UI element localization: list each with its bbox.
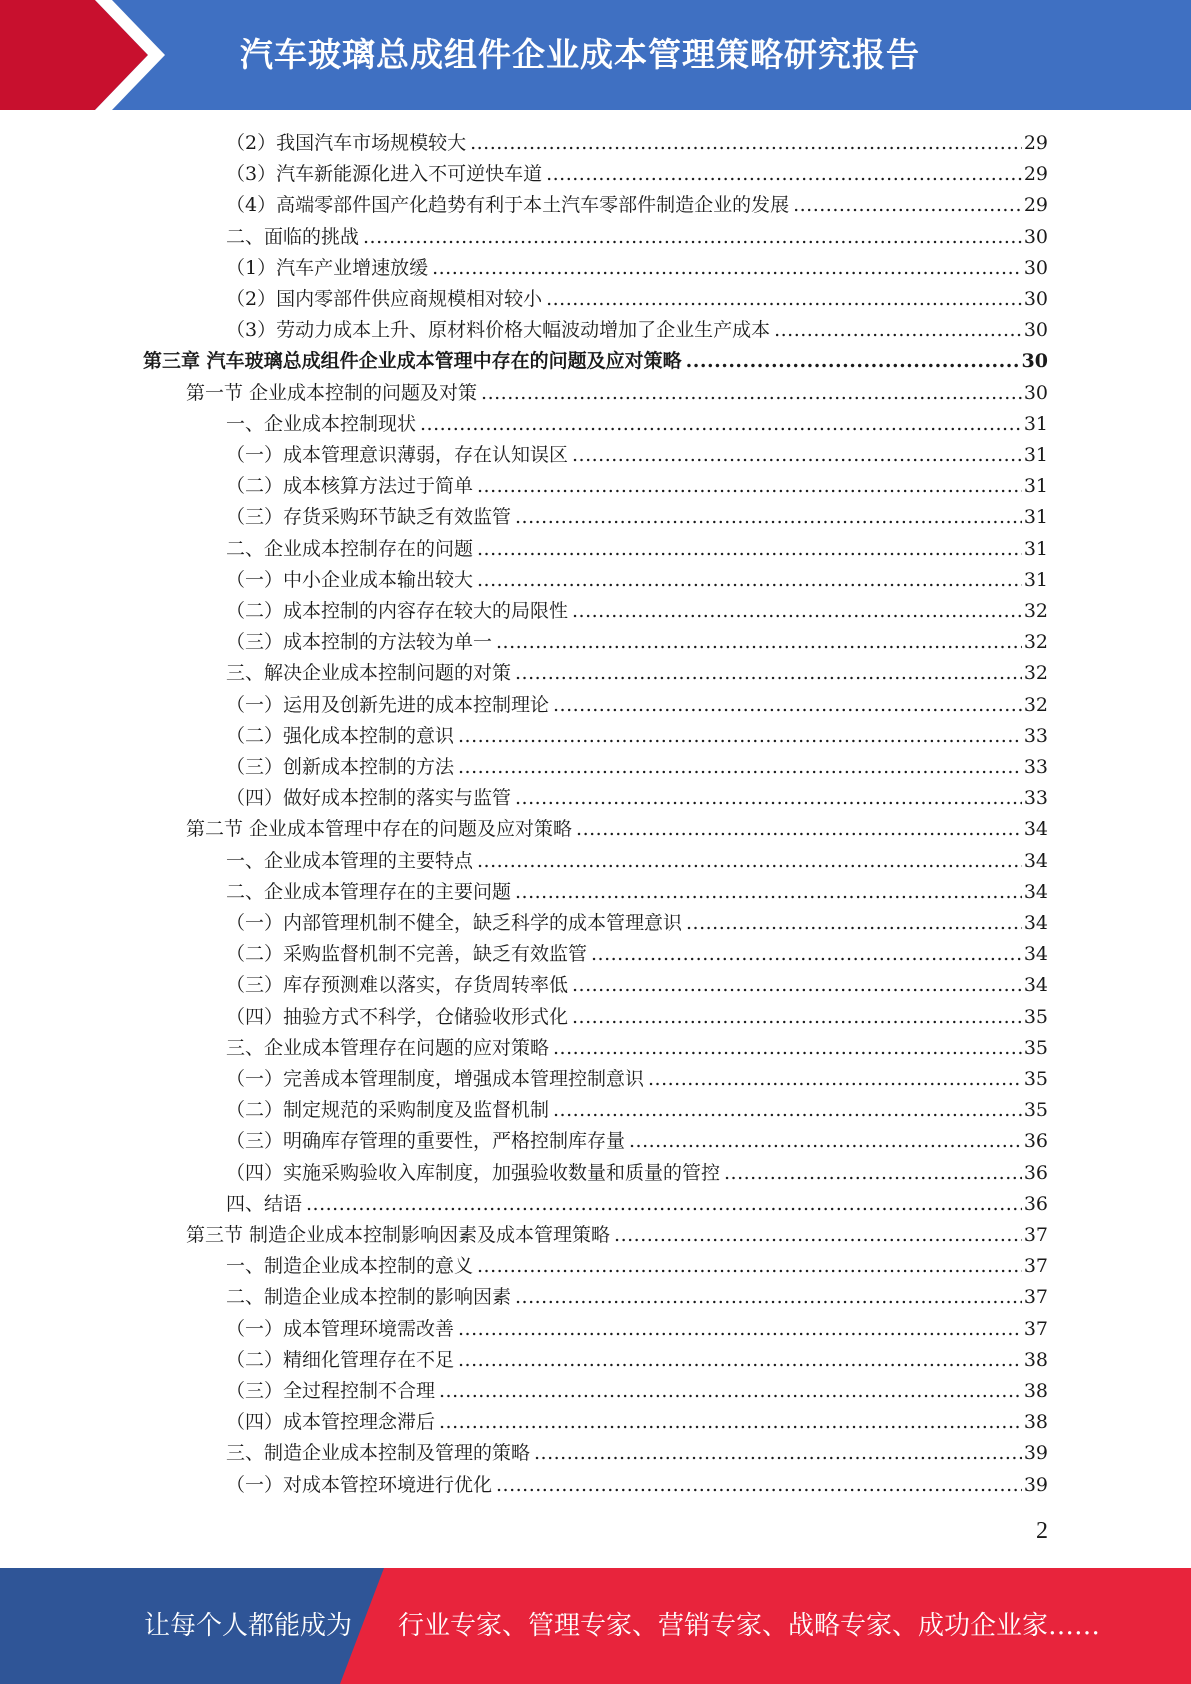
toc-entry-title: （三）存货采购环节缺乏有效监管 — [226, 506, 512, 528]
toc-entry-page: 31 — [1023, 506, 1048, 528]
toc-entry-page: 35 — [1023, 1068, 1048, 1090]
toc-entry-title: （一）运用及创新先进的成本控制理论 — [226, 694, 550, 716]
toc-dot-leader — [534, 1438, 1022, 1469]
toc-entry-page: 35 — [1023, 1006, 1048, 1028]
toc-entry[interactable] — [226, 128, 1048, 159]
toc-entry-page: 30 — [1023, 257, 1048, 279]
toc-entry-title: 第三章 汽车玻璃总成组件企业成本管理中存在的问题及应对策略 — [143, 350, 682, 372]
toc-entry-page: 36 — [1023, 1130, 1048, 1152]
toc-entry-title: 第三节 制造企业成本控制影响因素及成本管理策略 — [186, 1224, 611, 1246]
toc-entry[interactable] — [226, 939, 1048, 970]
toc-entry[interactable] — [226, 1158, 1048, 1189]
toc-entry[interactable] — [226, 1282, 1048, 1313]
toc-entry-title: （一）内部管理机制不健全，缺乏科学的成本管理意识 — [226, 912, 683, 934]
toc-entry[interactable] — [226, 471, 1048, 502]
footer-slogan-left: 让每个人都能成为 — [144, 1611, 353, 1641]
toc-entry-page: 33 — [1023, 725, 1048, 747]
toc-dot-leader — [458, 721, 1022, 752]
toc-entry-title: （三）库存预测难以落实，存货周转率低 — [226, 974, 569, 996]
toc-dot-leader — [546, 284, 1022, 315]
toc-dot-leader — [629, 1126, 1022, 1157]
toc-dot-leader — [576, 814, 1022, 845]
toc-dot-leader — [477, 565, 1022, 596]
toc-entry-page: 31 — [1023, 538, 1048, 560]
toc-dot-leader — [515, 783, 1022, 814]
toc-entry-title: （二）采购监督机制不完善，缺乏有效监管 — [226, 943, 588, 965]
toc-entry-title: 二、企业成本控制存在的问题 — [226, 538, 474, 560]
toc-entry-title: 二、面临的挑战 — [226, 226, 360, 248]
toc-entry-title: （二）精细化管理存在不足 — [226, 1349, 455, 1371]
toc-dot-leader — [515, 658, 1022, 689]
toc-entry-page: 38 — [1023, 1349, 1048, 1371]
toc-entry[interactable] — [226, 658, 1048, 689]
toc-dot-leader — [515, 877, 1022, 908]
toc-entry[interactable] — [226, 596, 1048, 627]
toc-dot-leader — [306, 1189, 1022, 1220]
toc-entry-title: 第一节 企业成本控制的问题及对策 — [186, 382, 478, 404]
toc-entry[interactable] — [226, 877, 1048, 908]
toc-dot-leader — [686, 908, 1022, 939]
toc-entry[interactable] — [226, 190, 1048, 221]
toc-entry-title: （三）全过程控制不合理 — [226, 1380, 436, 1402]
toc-entry[interactable] — [226, 1095, 1048, 1126]
toc-dot-leader — [572, 970, 1022, 1001]
toc-entry-title: 二、制造企业成本控制的影响因素 — [226, 1286, 512, 1308]
toc-entry-page: 36 — [1023, 1193, 1048, 1215]
toc-entry-page: 34 — [1023, 850, 1048, 872]
toc-entry[interactable] — [226, 1033, 1048, 1064]
toc-entry[interactable] — [143, 346, 1048, 377]
toc-entry-page: 34 — [1023, 943, 1048, 965]
toc-entry-page: 34 — [1023, 974, 1048, 996]
toc-entry-title: （一）对成本管控环境进行优化 — [226, 1474, 493, 1496]
toc-entry[interactable] — [226, 1376, 1048, 1407]
toc-dot-leader — [648, 1064, 1022, 1095]
toc-entry[interactable] — [226, 1314, 1048, 1345]
toc-dot-leader — [553, 1095, 1022, 1126]
toc-entry-title: 二、企业成本管理存在的主要问题 — [226, 881, 512, 903]
toc-entry-page: 31 — [1023, 569, 1048, 591]
toc-dot-leader — [546, 159, 1022, 190]
toc-dot-leader — [793, 190, 1022, 221]
toc-dot-leader — [420, 409, 1022, 440]
toc-dot-leader — [572, 440, 1022, 471]
toc-entry-title: （四）成本管控理念滞后 — [226, 1411, 436, 1433]
toc-entry-page: 33 — [1023, 756, 1048, 778]
toc-dot-leader — [572, 596, 1022, 627]
toc-entry-page: 32 — [1023, 694, 1048, 716]
toc-entry-title: 三、解决企业成本控制问题的对策 — [226, 662, 512, 684]
toc-entry-title: 第二节 企业成本管理中存在的问题及应对策略 — [186, 818, 573, 840]
toc-dot-leader — [477, 471, 1022, 502]
toc-entry-page: 31 — [1023, 444, 1048, 466]
toc-entry-page: 29 — [1023, 163, 1048, 185]
toc-dot-leader — [458, 752, 1022, 783]
toc-dot-leader — [572, 1002, 1022, 1033]
toc-entry-title: （四）实施采购验收入库制度，加强验收数量和质量的管控 — [226, 1162, 721, 1184]
toc-entry[interactable] — [226, 1407, 1048, 1438]
toc-entry[interactable] — [226, 409, 1048, 440]
toc-entry-title: （一）中小企业成本输出较大 — [226, 569, 474, 591]
toc-dot-leader — [553, 690, 1022, 721]
toc-dot-leader — [432, 253, 1022, 284]
toc-entry-title: （一）成本管理意识薄弱，存在认知误区 — [226, 444, 569, 466]
toc-entry-page: 36 — [1023, 1162, 1048, 1184]
toc-entry-page: 37 — [1023, 1286, 1048, 1308]
toc-entry[interactable] — [226, 440, 1048, 471]
toc-entry[interactable] — [226, 315, 1048, 346]
toc-entry-title: （3）劳动力成本上升、原材料价格大幅波动增加了企业生产成本 — [226, 319, 771, 341]
toc-entry[interactable] — [226, 159, 1048, 190]
toc-entry-page: 39 — [1023, 1474, 1048, 1496]
toc-entry[interactable] — [226, 534, 1048, 565]
toc-entry-page: 31 — [1023, 413, 1048, 435]
toc-dot-leader — [724, 1158, 1022, 1189]
toc-dot-leader — [363, 222, 1022, 253]
toc-entry[interactable] — [226, 1251, 1048, 1282]
toc-entry-page: 30 — [1023, 382, 1048, 404]
toc-entry-page: 38 — [1023, 1380, 1048, 1402]
toc-entry[interactable] — [226, 752, 1048, 783]
toc-entry-page: 34 — [1023, 818, 1048, 840]
toc-entry-title: （一）成本管理环境需改善 — [226, 1318, 455, 1340]
toc-entry-title: （三）成本控制的方法较为单一 — [226, 631, 493, 653]
toc-dot-leader — [496, 627, 1022, 658]
toc-entry[interactable] — [226, 908, 1048, 939]
toc-entry-title: （二）制定规范的采购制度及监督机制 — [226, 1099, 550, 1121]
toc-entry-title: （3）汽车新能源化进入不可逆快车道 — [226, 163, 543, 185]
toc-dot-leader — [458, 1345, 1022, 1376]
toc-entry-page: 34 — [1023, 912, 1048, 934]
toc-entry-page: 37 — [1023, 1318, 1048, 1340]
toc-entry-title: 一、制造企业成本控制的意义 — [226, 1255, 474, 1277]
toc-entry-title: 三、企业成本管理存在问题的应对策略 — [226, 1037, 550, 1059]
toc-entry-title: 一、企业成本控制现状 — [226, 413, 417, 435]
toc-dot-leader — [477, 1251, 1022, 1282]
toc-dot-leader — [481, 378, 1022, 409]
toc-dot-leader — [515, 502, 1022, 533]
toc-dot-leader — [458, 1314, 1022, 1345]
toc-entry-page: 31 — [1023, 475, 1048, 497]
toc-entry[interactable] — [186, 378, 1048, 409]
toc-entry-title: （四）抽验方式不科学，仓储验收形式化 — [226, 1006, 569, 1028]
toc-entry[interactable] — [186, 1220, 1048, 1251]
toc-entry-page: 37 — [1023, 1255, 1048, 1277]
toc-dot-leader — [553, 1033, 1022, 1064]
toc-entry-page: 32 — [1023, 631, 1048, 653]
toc-dot-leader — [515, 1282, 1022, 1313]
toc-entry-title: （2）国内零部件供应商规模相对较小 — [226, 288, 543, 310]
toc-dot-leader — [686, 346, 1020, 377]
toc-entry-page: 32 — [1023, 662, 1048, 684]
toc-entry-title: （三）创新成本控制的方法 — [226, 756, 455, 778]
toc-entry-page: 39 — [1023, 1442, 1048, 1464]
toc-entry[interactable] — [226, 1064, 1048, 1095]
toc-entry-title: （1）汽车产业增速放缓 — [226, 257, 429, 279]
toc-entry[interactable] — [226, 1345, 1048, 1376]
toc-entry[interactable] — [226, 783, 1048, 814]
toc-entry[interactable] — [226, 846, 1048, 877]
toc-entry-page: 30 — [1023, 226, 1048, 248]
toc-entry[interactable] — [226, 284, 1048, 315]
toc-entry-page: 37 — [1023, 1224, 1048, 1246]
toc-entry[interactable] — [226, 1470, 1048, 1501]
page-header — [0, 0, 1191, 110]
toc-entry-page: 29 — [1023, 132, 1048, 154]
toc-entry-title: 三、制造企业成本控制及管理的策略 — [226, 1442, 531, 1464]
document-title: 汽车玻璃总成组件企业成本管理策略研究报告 — [240, 35, 920, 74]
toc-entry[interactable] — [226, 970, 1048, 1001]
toc-entry-title: （四）做好成本控制的落实与监管 — [226, 787, 512, 809]
toc-entry-page: 30 — [1021, 350, 1048, 372]
toc-entry-title: （二）强化成本控制的意识 — [226, 725, 455, 747]
toc-entry-page: 35 — [1023, 1099, 1048, 1121]
toc-entry[interactable] — [226, 1438, 1048, 1469]
toc-entry[interactable] — [226, 690, 1048, 721]
toc-entry-title: （三）明确库存管理的重要性，严格控制库存量 — [226, 1130, 626, 1152]
toc-entry[interactable] — [226, 1189, 1048, 1220]
toc-entry[interactable] — [186, 814, 1048, 845]
toc-entry-title: （二）成本核算方法过于简单 — [226, 475, 474, 497]
toc-dot-leader — [591, 939, 1022, 970]
footer-slogan-right: 行业专家、管理专家、营销专家、战略专家、成功企业家…… — [398, 1611, 1101, 1641]
toc-dot-leader — [439, 1376, 1022, 1407]
toc-entry-page: 33 — [1023, 787, 1048, 809]
toc-entry-title: （2）我国汽车市场规模较大 — [226, 132, 467, 154]
toc-entry-title: （4）高端零部件国产化趋势有利于本土汽车零部件制造企业的发展 — [226, 194, 790, 216]
toc-dot-leader — [477, 534, 1022, 565]
toc-entry[interactable] — [226, 721, 1048, 752]
toc-entry-page: 30 — [1023, 319, 1048, 341]
toc-entry[interactable] — [226, 502, 1048, 533]
toc-entry[interactable] — [226, 222, 1048, 253]
toc-dot-leader — [774, 315, 1022, 346]
toc-entry-title: （二）成本控制的内容存在较大的局限性 — [226, 600, 569, 622]
page-number: 2 — [1036, 1518, 1048, 1544]
toc-entry[interactable] — [226, 627, 1048, 658]
toc-dot-leader — [477, 846, 1022, 877]
toc-entry[interactable] — [226, 1002, 1048, 1033]
toc-entry[interactable] — [226, 1126, 1048, 1157]
toc-entry-page: 38 — [1023, 1411, 1048, 1433]
page-footer — [0, 1568, 1191, 1684]
toc-dot-leader — [614, 1220, 1022, 1251]
toc-entry-title: 一、企业成本管理的主要特点 — [226, 850, 474, 872]
toc-dot-leader — [439, 1407, 1022, 1438]
toc-entry-page: 35 — [1023, 1037, 1048, 1059]
toc-entry[interactable] — [226, 565, 1048, 596]
toc-entry-page: 30 — [1023, 288, 1048, 310]
toc-entry-page: 29 — [1023, 194, 1048, 216]
toc-entry-page: 34 — [1023, 881, 1048, 903]
toc-dot-leader — [470, 128, 1022, 159]
toc-entry-title: 四、结语 — [226, 1193, 303, 1215]
toc-entry-page: 32 — [1023, 600, 1048, 622]
toc-entry[interactable] — [226, 253, 1048, 284]
toc-dot-leader — [496, 1470, 1022, 1501]
toc-entry-title: （一）完善成本管理制度，增强成本管理控制意识 — [226, 1068, 645, 1090]
